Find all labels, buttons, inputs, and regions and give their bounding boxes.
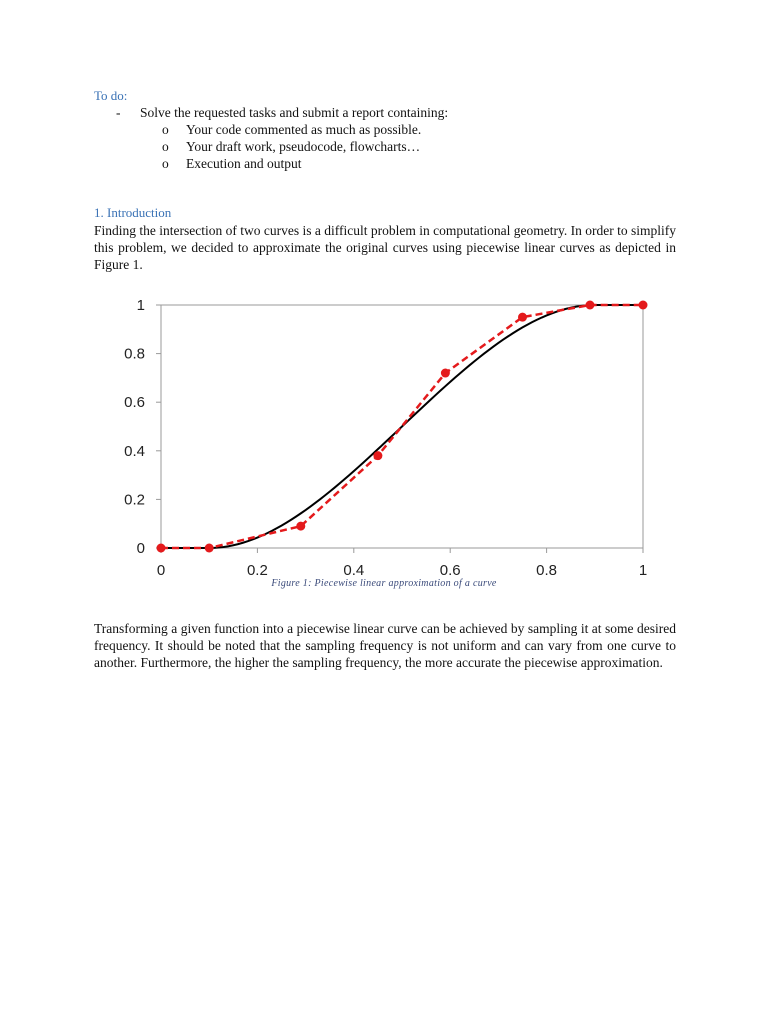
introduction-heading: 1. Introduction — [94, 205, 172, 220]
introduction-paragraph: Finding the intersection of two curves is a difficult problem in computational geometry. In order to simplify this problem, we decided to approximate the original curves using piecewise linear curves as depicted in Figure 1. — [94, 223, 676, 272]
sample-point — [205, 544, 214, 553]
list-item-text: Execution and output — [186, 156, 302, 171]
todo-list — [116, 104, 676, 172]
list-item — [116, 121, 676, 138]
y-tick-label: 0.4 — [124, 442, 145, 460]
figure-caption: Figure 1: Piecewise linear approximation of a curve — [271, 578, 497, 589]
list-item-text: Your code commented as much as possible. — [186, 122, 422, 137]
x-tick-label: 0.4 — [343, 562, 365, 579]
list-item-text: Solve the requested tasks and submit a report containing: — [140, 105, 449, 120]
list-item — [116, 104, 676, 121]
y-tick-label: 0.8 — [124, 345, 145, 363]
list-item — [116, 138, 676, 155]
figure-chart — [100, 292, 670, 582]
x-tick-label: 0.2 — [246, 562, 268, 579]
sample-point — [157, 544, 166, 553]
sample-point — [585, 301, 594, 310]
sample-point — [373, 451, 382, 460]
circle-bullet: o — [162, 139, 169, 154]
list-item — [116, 155, 676, 172]
x-tick-label: 0.6 — [439, 562, 461, 579]
circle-bullet: o — [162, 156, 169, 171]
circle-bullet: o — [162, 122, 169, 137]
y-tick-label: 0 — [136, 540, 145, 557]
transforming-paragraph: Transforming a given function into a piecewise linear curve can be achieved by sampling it at some desired frequency. It should be noted that the sampling frequency is not uniform and can vary from one curve to another. Furthermore, the higher the sampling frequency, the more accurate the piecewise approximation. — [94, 621, 676, 670]
series-layer — [157, 301, 648, 553]
x-axis — [157, 548, 647, 579]
y-axis — [124, 297, 161, 557]
todo-heading: To do: — [94, 88, 128, 103]
x-tick-label: 1 — [638, 562, 648, 579]
sample-point — [296, 522, 305, 531]
dash-bullet: - — [116, 105, 121, 120]
sample-point — [518, 313, 527, 322]
sample-point — [639, 301, 648, 310]
series-line-original-curve — [161, 305, 643, 548]
list-item-text: Your draft work, pseudocode, flowcharts… — [186, 139, 421, 154]
x-tick-label: 0.8 — [536, 562, 558, 579]
y-tick-label: 0.2 — [124, 491, 145, 509]
sample-point — [441, 369, 450, 378]
y-tick-label: 1 — [136, 297, 145, 314]
y-tick-label: 0.6 — [124, 394, 145, 412]
x-tick-label: 0 — [156, 562, 166, 579]
